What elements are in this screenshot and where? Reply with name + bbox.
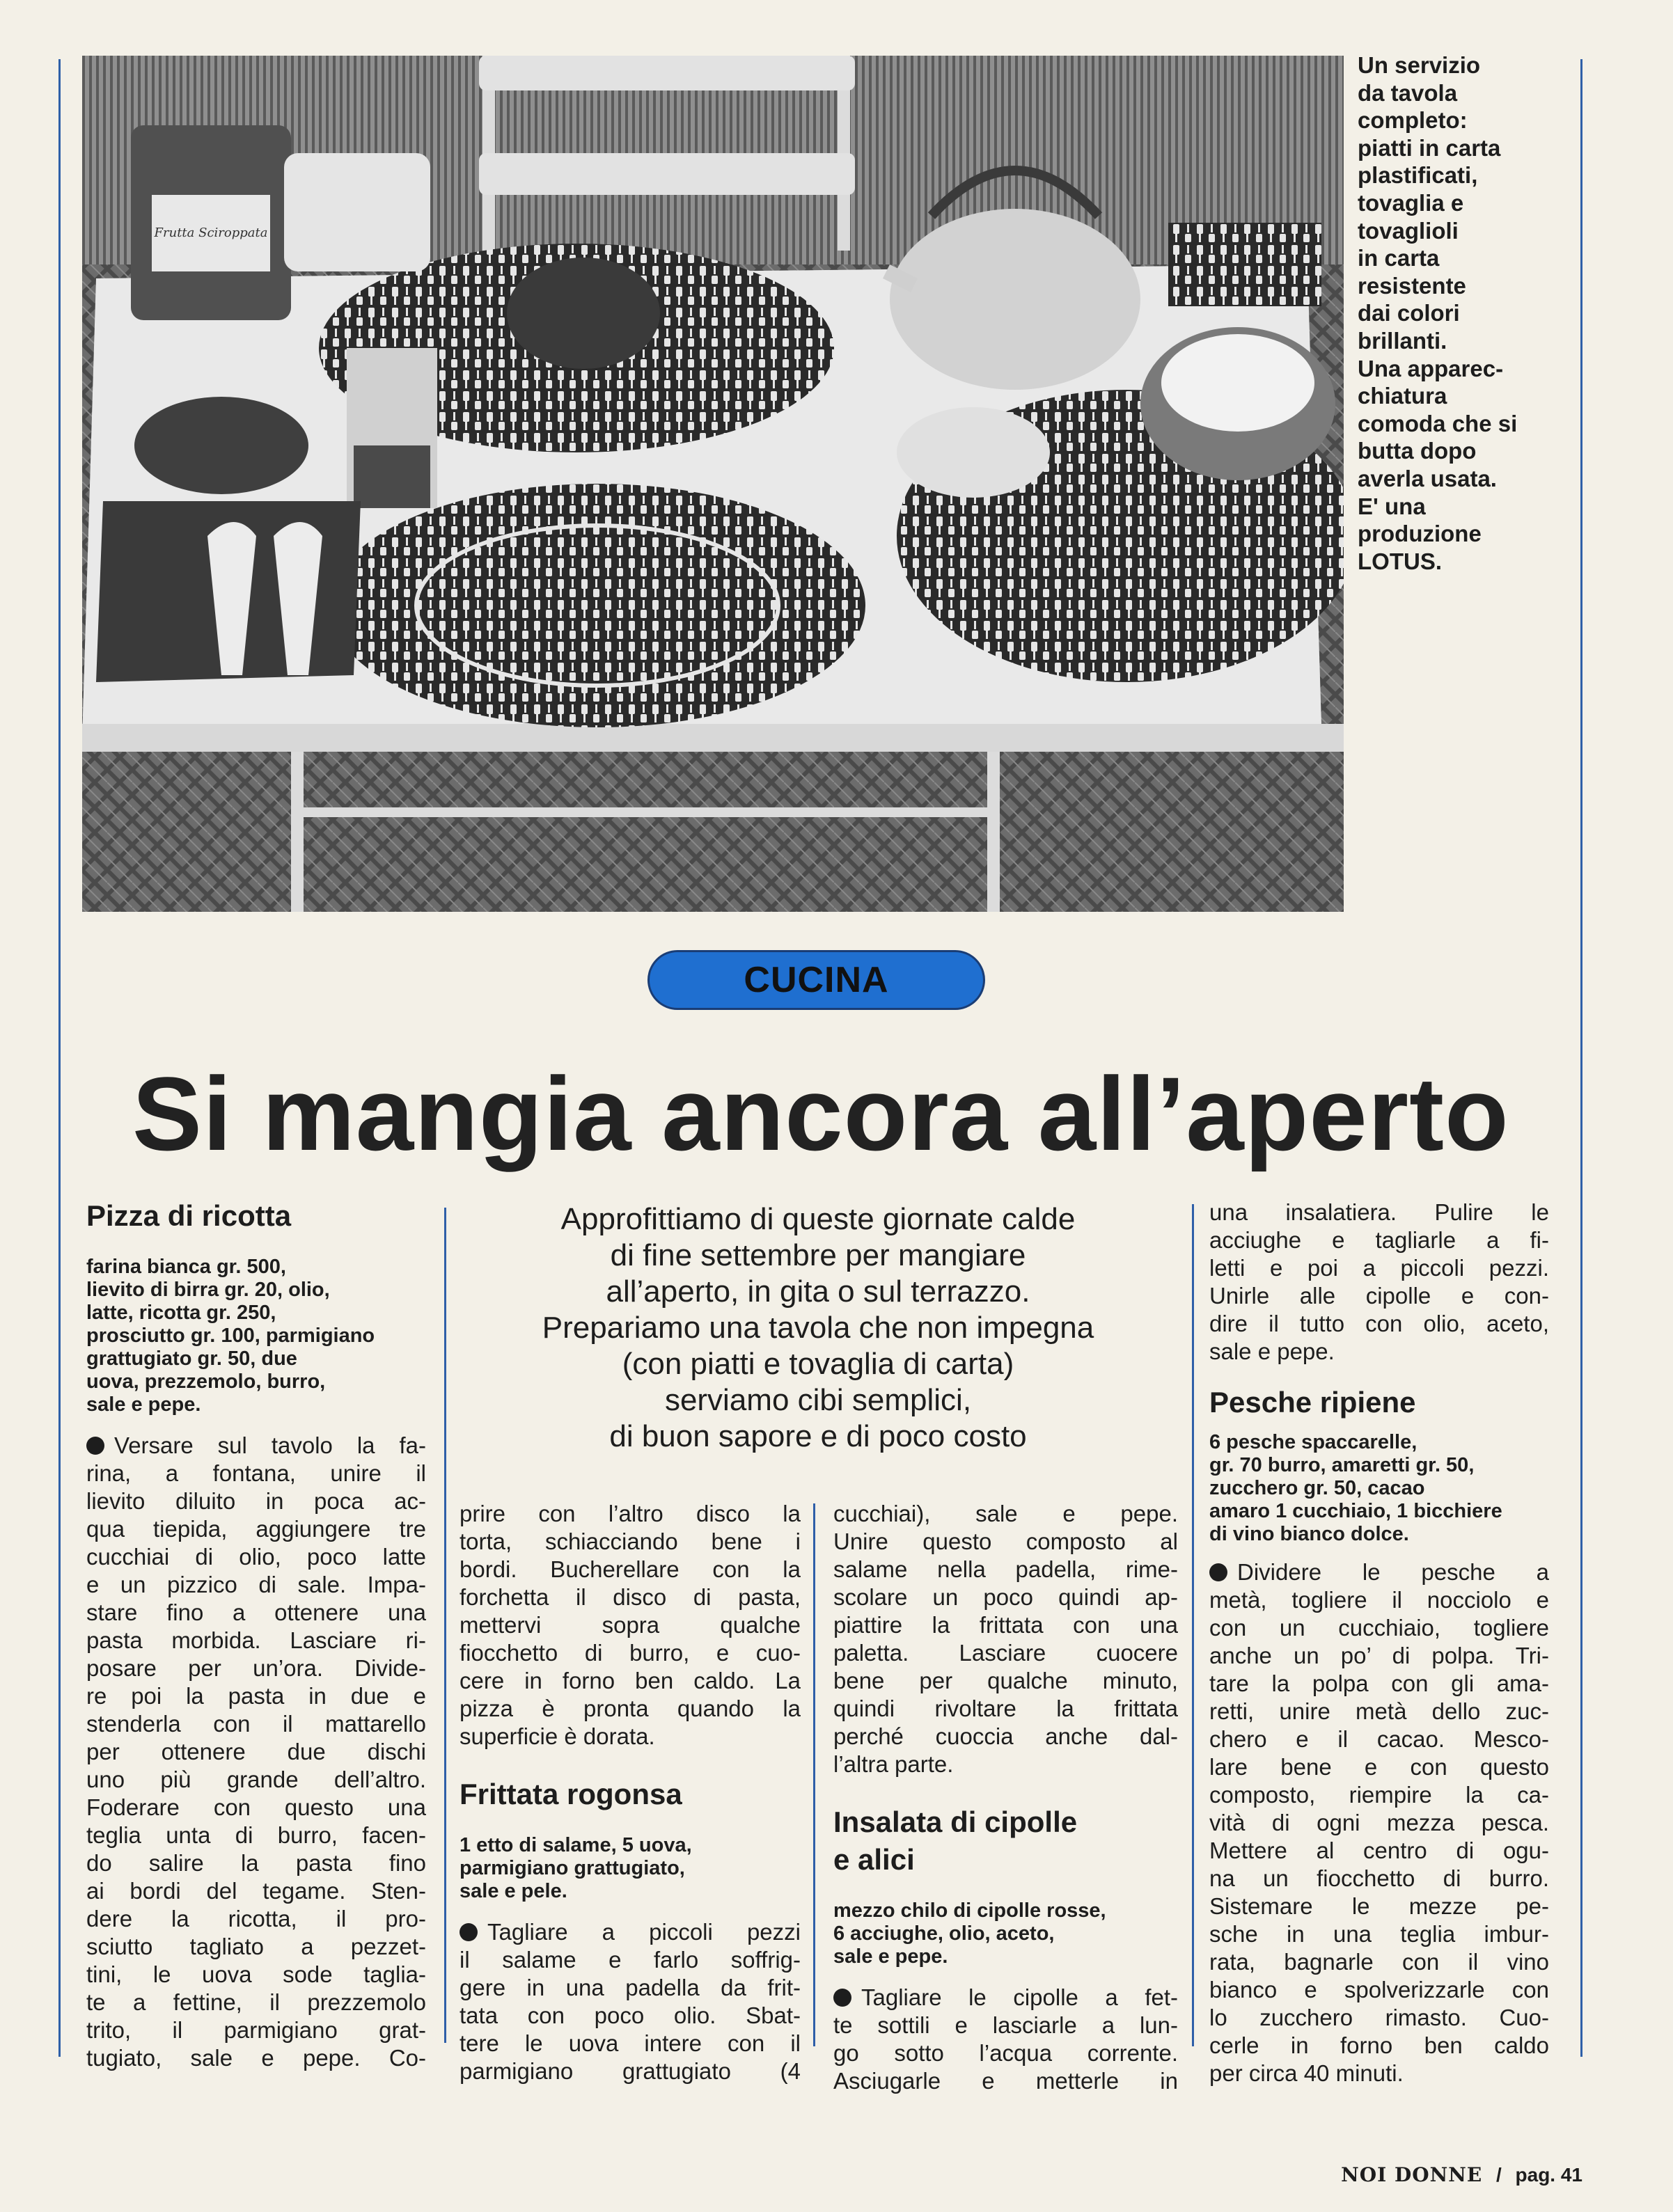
ingredient-line: grattugiato gr. 50, due [86, 1348, 297, 1370]
body-pizza-cont [460, 1500, 801, 1751]
photo-caption [1358, 52, 1560, 575]
body-line: il salame e farlo soffrig- [460, 1947, 801, 1973]
body-line: Sistemare le mezze pe- [1209, 1893, 1549, 1919]
body-line: una insalatiera. Pulire le [1209, 1199, 1549, 1225]
recipe-title-line: e alici [833, 1843, 915, 1876]
body-line: salame nella padella, rime- [833, 1556, 1178, 1582]
body-line: per circa 40 minuti. [1209, 2060, 1404, 2086]
body-line: Foderare con questo una [86, 1794, 426, 1820]
body-line: l’altra parte. [833, 1751, 954, 1777]
jar-label-text: Frutta Sciroppata [154, 226, 268, 240]
left-margin-rule [58, 59, 61, 2057]
bullet-icon [460, 1923, 478, 1941]
body-line: te a fettine, il prezzemolo [86, 1989, 426, 2015]
page-number: pag. 41 [1515, 2164, 1582, 2186]
magazine-name: NOI DONNE [1341, 2163, 1483, 2186]
intro-line: (con piatti e tovaglia di carta) [622, 1347, 1014, 1381]
body-line: Tagliare le cipolle a fet- [861, 1984, 1178, 2010]
caption-line: brillanti. [1358, 327, 1447, 354]
column-3 [833, 1500, 1178, 2095]
ingredient-line: 6 acciughe, olio, aceto, [833, 1922, 1055, 1945]
ingredient-line: sale e pepe. [833, 1945, 948, 1968]
body-line: bordi. Bucherellare con la [460, 1556, 801, 1582]
column-rule-3 [1192, 1204, 1194, 2046]
body-line: tugiato, sale e pepe. Co- [86, 2045, 426, 2071]
caption-line: chiatura [1358, 383, 1447, 409]
bullet-icon [833, 1989, 851, 2007]
body-line: anche un po’ di polpa. Tri- [1209, 1643, 1549, 1668]
body-insalata [833, 1984, 1178, 2095]
body-line: stenderla con il mattarello [86, 1711, 426, 1737]
body-frittata [460, 1918, 801, 2085]
ingredient-line: parmigiano grattugiato, [460, 1857, 685, 1879]
body-line: lievito diluito in poca ac- [86, 1488, 426, 1514]
caption-line: tovaglioli [1358, 217, 1459, 244]
ingredient-line: mezzo chilo di cipolle rosse, [833, 1899, 1106, 1922]
caption-line: da tavola [1358, 79, 1458, 106]
body-line: acciughe e tagliarle a fi- [1209, 1227, 1549, 1253]
recipe-title-line: Insalata di cipolle [833, 1806, 1078, 1838]
caption-line: produzione [1358, 521, 1482, 547]
body-line: Unirle alle cipolle e con- [1209, 1283, 1549, 1309]
body-line: letti e poi a piccoli pezzi. [1209, 1255, 1549, 1281]
right-margin-rule [1580, 59, 1582, 2057]
body-pesche [1209, 1558, 1549, 2087]
body-line: stare fino a ottenere una [86, 1599, 426, 1625]
body-line: quindi rivoltare la frittata [833, 1696, 1178, 1721]
column-1 [86, 1197, 426, 2072]
body-line: sciutto tagliato a pezzet- [86, 1934, 426, 1959]
bullet-icon [86, 1437, 104, 1455]
headline: Si mangia ancora all’aperto [132, 1055, 1509, 1172]
body-line: trito, il parmigiano grat- [86, 2017, 426, 2043]
body-line: cere in forno ben caldo. La [460, 1668, 801, 1693]
bullet-icon [1209, 1563, 1227, 1581]
ingredients-pesche [1209, 1431, 1549, 1546]
body-line: rata, bagnarle con il vino [1209, 1949, 1549, 1975]
recipe-title-insalata [833, 1803, 1178, 1879]
body-line: parmigiano grattugiato (4 [460, 2058, 801, 2084]
ingredients-pizza [86, 1256, 426, 1416]
caption-line: butta dopo [1358, 438, 1477, 464]
body-line: con un cucchiaio, togliere [1209, 1615, 1549, 1641]
body-line: te sottili e lasciarle a lun- [833, 2012, 1178, 2038]
body-line: fiocchetto di burro, e cuo- [460, 1640, 801, 1666]
ingredient-line: sale e pele. [460, 1880, 567, 1902]
caption-line: E' una [1358, 493, 1426, 519]
recipe-title-pizza: Pizza di ricotta [86, 1199, 292, 1232]
ingredient-line: uova, prezzemolo, burro, [86, 1370, 326, 1393]
caption-line: resistente [1358, 272, 1466, 299]
body-line: gere in una padella da frit- [460, 1975, 801, 2000]
body-line: Mettere al centro di ogu- [1209, 1838, 1549, 1863]
body-line: sale e pepe. [1209, 1338, 1335, 1364]
ingredient-line: gr. 70 burro, amaretti gr. 50, [1209, 1454, 1475, 1476]
ingredient-line: lievito di birra gr. 20, olio, [86, 1279, 330, 1301]
body-line: torta, schiacciando bene i [460, 1528, 801, 1554]
body-line: ai bordi del tegame. Sten- [86, 1878, 426, 1904]
caption-line: averla usata. [1358, 465, 1497, 491]
body-line: do salire la pasta fino [86, 1850, 426, 1876]
body-line: bianco e spolverizzarle con [1209, 1977, 1549, 2002]
body-line: composto, riempire la ca- [1209, 1782, 1549, 1808]
body-line: tini, le uova sode taglia- [86, 1961, 426, 1987]
body-line: tere le uova intere con il [460, 2030, 801, 2056]
intro-line: Prepariamo una tavola che non impegna [542, 1311, 1094, 1345]
body-line: Unire questo composto al [833, 1528, 1178, 1554]
body-line: bene per qualche minuto, [833, 1668, 1178, 1693]
ingredient-line: latte, ricotta gr. 250, [86, 1302, 276, 1324]
body-line: na un fiocchetto di burro. [1209, 1865, 1549, 1891]
ingredient-line: 1 etto di salame, 5 uova, [460, 1834, 692, 1856]
column-4 [1209, 1199, 1549, 2087]
body-line: dire il tutto con olio, aceto, [1209, 1311, 1549, 1336]
intro-line: Approfittiamo di queste giornate calde [560, 1202, 1076, 1236]
body-line: Versare sul tavolo la fa- [114, 1432, 426, 1458]
body-line: go sotto l’acqua corrente. [833, 2040, 1178, 2066]
body-line: teglia unta di burro, facen- [86, 1822, 426, 1848]
ingredients-frittata [460, 1834, 801, 1903]
body-line: Tagliare a piccoli pezzi [487, 1919, 801, 1945]
body-line: rina, a fontana, unire il [86, 1460, 426, 1486]
column-rule-2 [813, 1503, 815, 2046]
body-line: cucchiai), sale e pepe. [833, 1501, 1178, 1526]
body-line: perché cuoccia anche dal- [833, 1723, 1178, 1749]
body-frittata-cont [833, 1500, 1178, 1778]
body-line: mettervi sopra qualche [460, 1612, 801, 1638]
body-line: lare bene e con questo [1209, 1754, 1549, 1780]
body-line: piattire la frittata con una [833, 1612, 1178, 1638]
body-insalata-cont [1209, 1199, 1549, 1366]
caption-line: Una apparec- [1358, 355, 1504, 381]
caption-line: Un servizio [1358, 52, 1481, 78]
intro-line: all’aperto, in gita o sul terrazzo. [606, 1274, 1030, 1309]
column-rule-1 [444, 1208, 446, 2043]
body-line: chero e il cacao. Mesco- [1209, 1726, 1549, 1752]
ingredient-line: amaro 1 cucchiaio, 1 bicchiere [1209, 1500, 1502, 1522]
body-line: prire con l’altro disco la [460, 1501, 801, 1526]
body-line: scolare un poco quindi ap- [833, 1584, 1178, 1610]
intro-line: serviamo cibi semplici, [664, 1383, 972, 1417]
page-footer [1341, 2163, 1582, 2186]
caption-line: completo: [1358, 107, 1468, 134]
caption-line: LOTUS. [1358, 548, 1442, 574]
body-pizza [86, 1432, 426, 2072]
body-line: Dividere le pesche a [1237, 1559, 1549, 1585]
ingredient-line: sale e pepe. [86, 1393, 201, 1416]
caption-line: tovaglia e [1358, 189, 1464, 216]
body-line: pasta morbida. Lasciare ri- [86, 1627, 426, 1653]
body-line: superficie è dorata. [460, 1723, 655, 1749]
body-line: retti, unire metà dello zuc- [1209, 1698, 1549, 1724]
ingredient-line: di vino bianco dolce. [1209, 1523, 1409, 1545]
body-line: qua tiepida, aggiungere tre [86, 1516, 426, 1542]
recipe-title-pesche: Pesche ripiene [1209, 1386, 1416, 1419]
body-line: uno più grande dell’altro. [86, 1767, 426, 1792]
ingredient-line: prosciutto gr. 100, parmigiano [86, 1325, 375, 1347]
recipe-title-frittata: Frittata rogonsa [460, 1778, 682, 1810]
body-line: lo zucchero rimasto. Cuo- [1209, 2005, 1549, 2030]
body-line: e un pizzico di sale. Impa- [86, 1572, 426, 1597]
body-line: pizza è pronta quando la [460, 1696, 801, 1721]
caption-line: comoda che si [1358, 410, 1518, 436]
caption-line: plastificati, [1358, 162, 1478, 189]
intro-text [453, 1201, 1184, 1455]
ingredient-line: farina bianca gr. 500, [86, 1256, 286, 1278]
body-line: cerle in forno ben caldo [1209, 2032, 1549, 2058]
ingredient-line: zucchero gr. 50, cacao [1209, 1477, 1425, 1499]
intro-line: di buon sapore e di poco costo [609, 1419, 1027, 1453]
body-line: paletta. Lasciare cuocere [833, 1640, 1178, 1666]
caption-line: dai colori [1358, 300, 1460, 326]
body-line: cucchiai di olio, poco latte [86, 1544, 426, 1570]
footer-separator: / [1495, 2164, 1502, 2186]
ingredient-line: 6 pesche spaccarelle, [1209, 1431, 1417, 1453]
column-2 [460, 1500, 801, 2085]
body-line: vità di ogni mezza pesca. [1209, 1810, 1549, 1835]
body-line: metà, togliere il nocciolo e [1209, 1587, 1549, 1613]
ingredients-insalata [833, 1899, 1178, 1968]
body-line: tare la polpa con gli ama- [1209, 1670, 1549, 1696]
caption-line: piatti in carta [1358, 134, 1501, 161]
table-setting-photo [82, 56, 1344, 912]
body-line: tata con poco olio. Sbat- [460, 2002, 801, 2028]
body-line: dere la ricotta, il pro- [86, 1906, 426, 1931]
body-line: sche in una teglia imbur- [1209, 1921, 1549, 1947]
body-line: re poi la pasta in due e [86, 1683, 426, 1709]
section-tag: CUCINA [647, 950, 985, 1010]
body-line: Asciugarle e metterle in [833, 2068, 1178, 2094]
body-line: forchetta il disco di pasta, [460, 1584, 801, 1610]
intro-line: di fine settembre per mangiare [610, 1238, 1026, 1272]
body-line: posare per un’ora. Divide- [86, 1655, 426, 1681]
body-line: per ottenere due dischi [86, 1739, 426, 1764]
caption-line: in carta [1358, 245, 1440, 271]
